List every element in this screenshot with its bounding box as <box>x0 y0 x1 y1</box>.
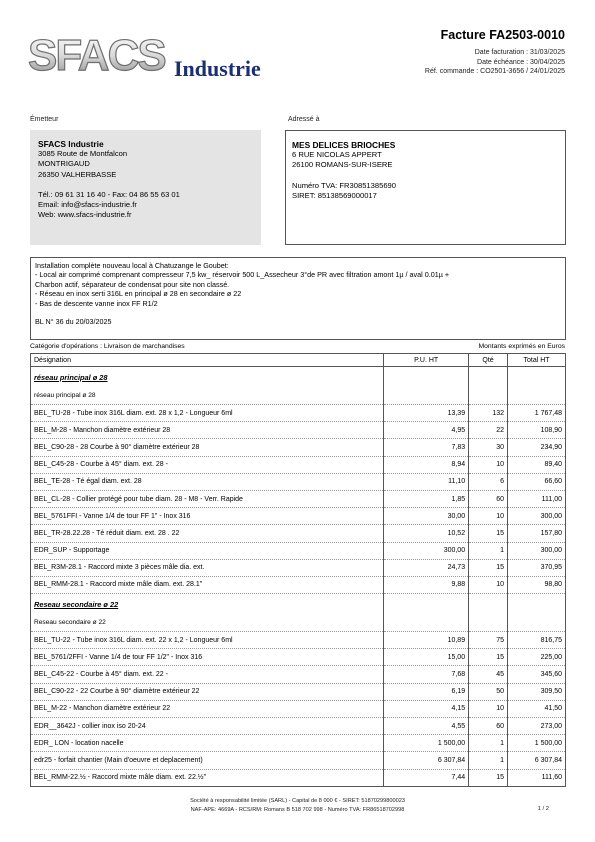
item-unit-price: 6,19 <box>384 683 469 700</box>
description-line: - Bas de descente vanne inox FF R1/2 <box>35 298 158 308</box>
item-unit-price: 9,88 <box>384 576 469 593</box>
item-total: 300,00 <box>508 542 566 559</box>
table-row <box>31 752 566 769</box>
item-unit-price: 4,55 <box>384 718 469 735</box>
item-total: 345,60 <box>508 666 566 683</box>
invoice-description <box>30 257 566 340</box>
item-total: 816,75 <box>508 632 566 649</box>
section-subtitle: réseau principal ø 28 <box>31 388 384 405</box>
item-total: 234,90 <box>508 439 566 456</box>
item-designation: EDR_ LON - location nacelle <box>31 735 384 752</box>
items-body <box>31 367 566 787</box>
item-total: 309,50 <box>508 683 566 700</box>
item-total: 1 767,48 <box>508 405 566 422</box>
table-row <box>31 490 566 507</box>
item-unit-price: 7,68 <box>384 666 469 683</box>
item-designation: BEL_C45-22 - Courbe à 45° diam. ext. 22 - <box>31 666 384 683</box>
item-designation: BEL_C45-28 - Courbe à 45° diam. ext. 28 - <box>31 456 384 473</box>
item-total: 157,80 <box>508 525 566 542</box>
table-row <box>31 456 566 473</box>
item-designation: BEL_RMM-22.½ - Raccord mixte mâle diam. ext. 22.½" <box>31 769 384 786</box>
item-unit-price: 4,15 <box>384 700 469 717</box>
item-unit-price: 10,52 <box>384 525 469 542</box>
item-quantity: 45 <box>469 666 508 683</box>
item-designation: BEL_5761/2FFI - Vanne 1/4 de tour FF 1/2" - Inox 316 <box>31 649 384 666</box>
table-row <box>31 700 566 717</box>
invoice-header <box>425 28 565 77</box>
description-line: - Local air comprimé comprenant compresseur 7,5 kw_ réservoir 500 L_Assecheur 3°de PR avec filtration amont 1µ / aval 0.01µ + <box>35 270 450 280</box>
section-title-cell <box>31 594 384 615</box>
recipient-name: MES DELICES BRIOCHES <box>292 140 396 150</box>
empty-cell <box>469 388 508 405</box>
issuer-address-3: 26350 VALHERBASSE <box>38 169 117 179</box>
item-quantity: 15 <box>469 649 508 666</box>
item-total: 66,60 <box>508 473 566 490</box>
section-title: Reseau secondaire ø 22 <box>34 599 119 609</box>
item-total: 111,00 <box>508 490 566 507</box>
header-designation: Désignation <box>31 354 384 367</box>
table-row <box>31 666 566 683</box>
item-designation: BEL_M-22 - Manchon diamètre extérieur 22 <box>31 700 384 717</box>
description-line: Installation complète nouveau local à Chatuzange le Goubet: <box>35 261 229 270</box>
table-row <box>31 718 566 735</box>
header-total: Total HT <box>508 354 566 367</box>
item-designation: EDR__3642J - collier inox iso 20-24 <box>31 718 384 735</box>
item-total: 41,50 <box>508 700 566 717</box>
item-total: 225,00 <box>508 649 566 666</box>
item-designation: BEL_M-28 - Manchon diamètre extérieur 28 <box>31 422 384 439</box>
item-quantity: 1 <box>469 752 508 769</box>
item-designation: BEL_C90-22 - 22 Courbe à 90° diamètre extérieur 22 <box>31 683 384 700</box>
recipient-label: Adressé à <box>288 116 320 123</box>
amounts-currency-note: Montants exprimés en Euros <box>478 343 565 350</box>
item-quantity: 60 <box>469 718 508 735</box>
table-row <box>31 649 566 666</box>
item-quantity: 6 <box>469 473 508 490</box>
section-subtitle-row <box>31 388 566 405</box>
item-unit-price: 1 500,00 <box>384 735 469 752</box>
item-quantity: 1 <box>469 735 508 752</box>
item-unit-price: 10,89 <box>384 632 469 649</box>
table-row <box>31 405 566 422</box>
item-quantity: 75 <box>469 632 508 649</box>
item-total: 89,40 <box>508 456 566 473</box>
table-row <box>31 422 566 439</box>
item-designation: BEL_TU-28 - Tube inox 316L diam. ext. 28 x 1,2 - Longueur 6ml <box>31 405 384 422</box>
operation-category: Catégorie d'opérations : Livraison de marchandises <box>30 343 185 350</box>
table-row <box>31 735 566 752</box>
delivery-note-ref: BL N° 36 du 20/03/2025 <box>35 317 112 327</box>
table-row <box>31 576 566 593</box>
description-line: - Réseau en inox serti 316L en principal ø 28 en secondaire ø 22 <box>35 289 242 299</box>
item-designation: EDR_SUP - Supportage <box>31 542 384 559</box>
due-date: Date échéance : 30/04/2025 <box>477 58 565 66</box>
items-table <box>30 353 566 787</box>
item-quantity: 60 <box>469 490 508 507</box>
item-total: 108,90 <box>508 422 566 439</box>
item-unit-price: 15,00 <box>384 649 469 666</box>
item-quantity: 10 <box>469 456 508 473</box>
item-unit-price: 13,39 <box>384 405 469 422</box>
table-row <box>31 525 566 542</box>
item-quantity: 15 <box>469 525 508 542</box>
item-unit-price: 30,00 <box>384 508 469 525</box>
item-designation: edr25 - forfait chantier (Main d'oeuvre et deplacement) <box>31 752 384 769</box>
item-unit-price: 1,85 <box>384 490 469 507</box>
empty-cell <box>384 615 469 632</box>
item-designation: BEL_R3M-28.1 - Raccord mixte 3 pièces mâle dia. ext. <box>31 559 384 576</box>
item-designation: BEL_TU-22 - Tube inox 316L diam. ext. 22 x 1,2 - Longueur 6ml <box>31 632 384 649</box>
item-quantity: 15 <box>469 769 508 786</box>
empty-cell <box>508 388 566 405</box>
table-row <box>31 542 566 559</box>
header-quantity: Qté <box>469 354 508 367</box>
item-designation: BEL_C90-28 - 28 Courbe à 90° diamètre extérieur 28 <box>31 439 384 456</box>
item-designation: BEL_5761FFI - Vanne 1/4 de tour FF 1" - Inox 316 <box>31 508 384 525</box>
item-designation: BEL_TR-28.22.28 - Té réduit diam. ext. 28 . 22 <box>31 525 384 542</box>
item-quantity: 10 <box>469 700 508 717</box>
section-title-row <box>31 367 566 388</box>
section-title-row <box>31 594 566 615</box>
item-total: 273,00 <box>508 718 566 735</box>
item-unit-price: 300,00 <box>384 542 469 559</box>
item-unit-price: 8,94 <box>384 456 469 473</box>
empty-cell <box>508 615 566 632</box>
issuer-phone: Tél.: 09 61 31 16 40 - Fax: 04 86 55 63 01 <box>38 189 180 199</box>
recipient-tva: Numéro TVA: FR30851385690 <box>292 180 396 190</box>
header-unit-price: P.U. HT <box>384 354 469 367</box>
section-subtitle: Reseau secondaire ø 22 <box>31 615 384 632</box>
item-unit-price: 6 307,84 <box>384 752 469 769</box>
table-row <box>31 683 566 700</box>
section-subtitle-row <box>31 615 566 632</box>
table-row <box>31 559 566 576</box>
table-row <box>31 473 566 490</box>
order-reference: Réf. commande : CO2501-3656 / 24/01/2025 <box>424 68 565 75</box>
item-unit-price: 7,83 <box>384 439 469 456</box>
item-designation: BEL_TE-28 - Té égal diam. ext. 28 <box>31 473 384 490</box>
item-quantity: 15 <box>469 559 508 576</box>
empty-cell <box>508 367 566 388</box>
invoice-date: Date facturation : 31/03/2025 <box>474 49 565 56</box>
recipient-siret: SIRET: 85138569000017 <box>292 190 377 200</box>
invoice-title: Facture FA2503-0010 <box>440 28 565 42</box>
item-unit-price: 11,10 <box>384 473 469 490</box>
item-designation: BEL_CL-28 - Collier protégé pour tube diam. 28 - M8 - Verr. Rapide <box>31 490 384 507</box>
recipient-block <box>285 130 566 245</box>
recipient-address-2: 26100 ROMANS-SUR-ISERE <box>292 160 393 170</box>
description-line: Charbon actif, séparateur de condensat pour site non classé. <box>35 279 230 289</box>
page-number: 1 / 2 <box>537 806 549 812</box>
empty-cell <box>384 594 469 615</box>
empty-cell <box>469 367 508 388</box>
item-unit-price: 7,44 <box>384 769 469 786</box>
issuer-email: Email: info@sfacs-industrie.fr <box>38 200 137 210</box>
logo-secondary-text: Industrie <box>174 56 261 81</box>
item-designation: BEL_RMM-28.1 - Raccord mixte mâle diam. ext. 28.1" <box>31 576 384 593</box>
item-quantity: 10 <box>469 576 508 593</box>
table-header-row <box>31 354 566 367</box>
issuer-address-2: MONTRIGAUD <box>38 159 90 169</box>
footer-line-1: Société à responsabilité limitée (SARL) - Capital de 8 000 € - SIRET: 51870299800023 <box>190 798 405 804</box>
issuer-web: Web: www.sfacs-industrie.fr <box>38 210 132 220</box>
issuer-label: Émetteur <box>30 116 59 123</box>
empty-cell <box>384 388 469 405</box>
legal-footer <box>0 797 595 814</box>
recipient-address-1: 6 RUE NICOLAS APPERT <box>292 150 382 160</box>
footer-line-2: NAF-APE: 4669A - RCS/RM: Romans B 518 702 998 - Numéro TVA: FR86518702998 <box>190 806 405 813</box>
item-total: 6 307,84 <box>508 752 566 769</box>
item-total: 98,80 <box>508 576 566 593</box>
item-unit-price: 4,95 <box>384 422 469 439</box>
item-total: 111,60 <box>508 769 566 786</box>
item-unit-price: 24,73 <box>384 559 469 576</box>
item-quantity: 22 <box>469 422 508 439</box>
item-quantity: 1 <box>469 542 508 559</box>
company-logo <box>28 34 288 82</box>
empty-cell <box>508 594 566 615</box>
section-title: réseau principal ø 28 <box>34 372 108 382</box>
issuer-address-1: 3085 Route de Montfalcon <box>38 149 128 159</box>
item-quantity: 10 <box>469 508 508 525</box>
item-total: 370,95 <box>508 559 566 576</box>
empty-cell <box>469 594 508 615</box>
empty-cell <box>384 367 469 388</box>
section-title-cell <box>31 367 384 388</box>
logo-primary-text: SFACS <box>28 34 165 80</box>
item-total: 1 500,00 <box>508 735 566 752</box>
issuer-name: SFACS Industrie <box>38 139 104 149</box>
issuer-block <box>30 130 261 245</box>
table-row <box>31 632 566 649</box>
table-row <box>31 508 566 525</box>
item-total: 300,00 <box>508 508 566 525</box>
table-row <box>31 769 566 786</box>
item-quantity: 30 <box>469 439 508 456</box>
item-quantity: 50 <box>469 683 508 700</box>
empty-cell <box>469 615 508 632</box>
item-quantity: 132 <box>469 405 508 422</box>
table-row <box>31 439 566 456</box>
